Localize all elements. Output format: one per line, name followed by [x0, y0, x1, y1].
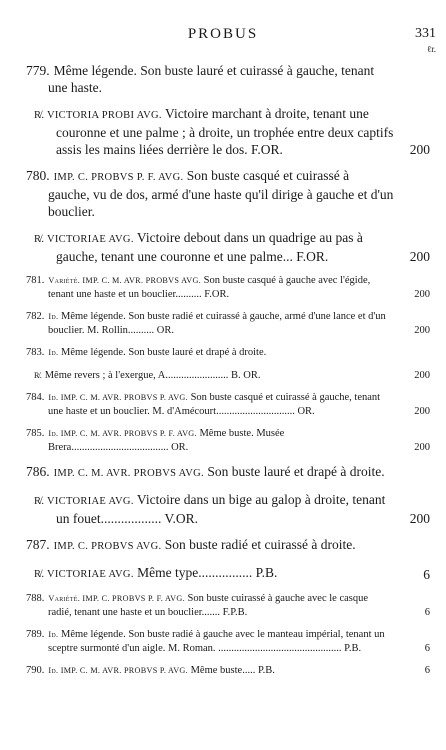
entry-description: Son buste cuirassé à gauche avec le casque radié, tenant une haste et un bouclier....... F.P.B.: [48, 593, 369, 618]
entry-legend: Id. IMP. C. M. AVR. PROBVS P. F. AVG.: [48, 429, 197, 438]
entry-description: Son buste radié et cuirassé à droite.: [164, 537, 356, 552]
entry-description: Même type................ P.B.: [137, 565, 278, 580]
entry-legend: R̸.: [34, 370, 43, 380]
entry-legend: IMP. C. PROBVS AVG.: [53, 541, 162, 552]
entry-number: 783.: [26, 347, 45, 358]
page-header: [0, 26, 446, 54]
coin-entry: [26, 536, 430, 555]
entry-price: 6: [424, 665, 430, 676]
entry-price: 200: [414, 405, 430, 417]
coin-entry: [26, 628, 430, 655]
running-title: PROBUS: [187, 26, 259, 42]
entry-body: [34, 564, 394, 583]
coin-entry: [26, 427, 430, 454]
entry-legend: R̸. VICTORIA PROBI AVG.: [34, 110, 162, 121]
entry-body: [26, 62, 394, 96]
entry-body: [26, 427, 394, 454]
entry-legend: IMP. C. M. AVR. PROBVS AVG.: [53, 468, 204, 479]
entry-legend: R̸. VICTORIAE AVG.: [34, 569, 134, 580]
page-number: 331: [415, 26, 436, 41]
entry-description: Même légende. Son buste radié à gauche avec le manteau impérial, tenant un sceptre surmonté d'un aigle. M. Roman. ............................................... P.B.: [48, 629, 385, 654]
entry-legend: R̸. VICTORIAE AVG.: [34, 234, 134, 245]
reverse-entry: [34, 229, 430, 265]
entry-description: Même légende. Son buste radié et cuirassé à gauche, armé d'une lance et d'un bouclier. M. Rollin.......... OR.: [48, 311, 386, 336]
entry-number: 784.: [26, 392, 45, 403]
entry-legend: R̸. VICTORIAE AVG.: [34, 496, 134, 507]
entry-description: Victoire marchant à droite, tenant une couronne et une palme ; à droite, un trophée entre deux captifs assis les mains liées derrière le dos. F.OR.: [56, 106, 394, 157]
entry-body: [34, 491, 394, 527]
coin-entry: [26, 664, 430, 678]
coin-entry: [26, 463, 430, 482]
entry-legend: Variété. IMP. C. PROBVS P. F. AVG.: [48, 594, 185, 603]
entry-price: 200: [414, 324, 430, 336]
entry-number: 781.: [26, 275, 45, 286]
entry-body: [26, 310, 394, 337]
entry-number: 787.: [26, 537, 50, 552]
entry-price: 200: [414, 369, 430, 381]
catalogue-entries: [26, 62, 430, 687]
entry-body: [26, 664, 394, 678]
entry-price: 6: [424, 606, 430, 618]
entry-legend: Id. IMP. C. M. AVR. PROBVS P. AVG.: [48, 393, 188, 402]
entry-legend: Id. IMP. C. M. AVR. PROBVS P. AVG.: [48, 666, 188, 675]
entry-body: [26, 592, 394, 619]
entry-body: [26, 274, 394, 301]
entry-legend: Id.: [48, 630, 59, 639]
entry-body: [26, 536, 394, 555]
entry-body: [26, 463, 394, 482]
page-mark: ℓr.: [426, 44, 436, 54]
entry-price: 200: [414, 288, 430, 300]
entry-body: [34, 369, 394, 383]
reverse-entry: [34, 105, 430, 158]
coin-entry: [26, 167, 430, 220]
entry-description: Victoire dans un bige au galop à droite, tenant un fouet.................. V.OR.: [56, 492, 386, 526]
entry-price: 6: [424, 642, 430, 654]
reverse-entry: [34, 491, 430, 527]
entry-description: Même revers ; à l'exergue, A........................ B. OR.: [44, 369, 261, 381]
entry-number: 779.: [26, 63, 50, 78]
entry-number: 790.: [26, 665, 45, 676]
entry-description: Son buste casqué et cuirassé à gauche, vu de dos, armé d'une haste qu'il dirige à gauche et d'un bouclier.: [48, 168, 394, 219]
entry-body: [26, 391, 394, 418]
entry-number: 786.: [26, 464, 50, 479]
entry-price: 200: [409, 511, 430, 526]
entry-description: Victoire debout dans un quadrige au pas à gauche, tenant une couronne et une palme... F.OR.: [56, 230, 363, 264]
entry-body: [34, 105, 394, 158]
entry-number: 788.: [26, 593, 45, 604]
entry-legend: Id.: [48, 312, 59, 321]
entry-number: 780.: [26, 168, 50, 183]
entry-price: 200: [414, 441, 430, 453]
entry-body: [26, 628, 394, 655]
coin-entry: [26, 592, 430, 619]
entry-description: Même légende. Son buste lauré et cuirassé à gauche, tenant une haste.: [48, 63, 375, 95]
entry-body: [34, 229, 394, 265]
reverse-entry: [34, 564, 430, 583]
entry-legend: Id.: [48, 348, 59, 357]
entry-description: Même buste..... P.B.: [190, 665, 275, 676]
coin-entry: [26, 310, 430, 337]
coin-entry: [26, 346, 430, 360]
entry-legend: Variété. IMP. C. M. AVR. PROBVS AVG.: [48, 276, 202, 285]
entry-price: 6: [423, 567, 430, 582]
entry-body: [26, 167, 394, 220]
entry-number: 782.: [26, 311, 45, 322]
entry-number: 785.: [26, 428, 45, 439]
entry-description: Même buste. Musée Brera..................................... OR.: [48, 428, 285, 453]
coin-entry: [26, 274, 430, 301]
entry-description: Son buste casqué et cuirassé à gauche, tenant une haste et un bouclier. M. d'Amécourt.............................. OR.: [48, 392, 381, 417]
entry-description: Même légende. Son buste lauré et drapé à droite.: [61, 347, 267, 358]
coin-entry: [26, 62, 430, 96]
entry-description: Son buste casqué à gauche avec l'égide, tenant une haste et un bouclier.......... F.OR.: [48, 275, 371, 300]
entry-price: 200: [409, 249, 430, 264]
coin-entry: [26, 391, 430, 418]
entry-body: [26, 346, 394, 360]
entry-description: Son buste lauré et drapé à droite.: [207, 464, 385, 479]
entry-number: 789.: [26, 629, 45, 640]
entry-price: 200: [409, 142, 430, 157]
reverse-entry: [34, 369, 430, 383]
entry-legend: IMP. C. PROBVS P. F. AVG.: [53, 172, 184, 183]
